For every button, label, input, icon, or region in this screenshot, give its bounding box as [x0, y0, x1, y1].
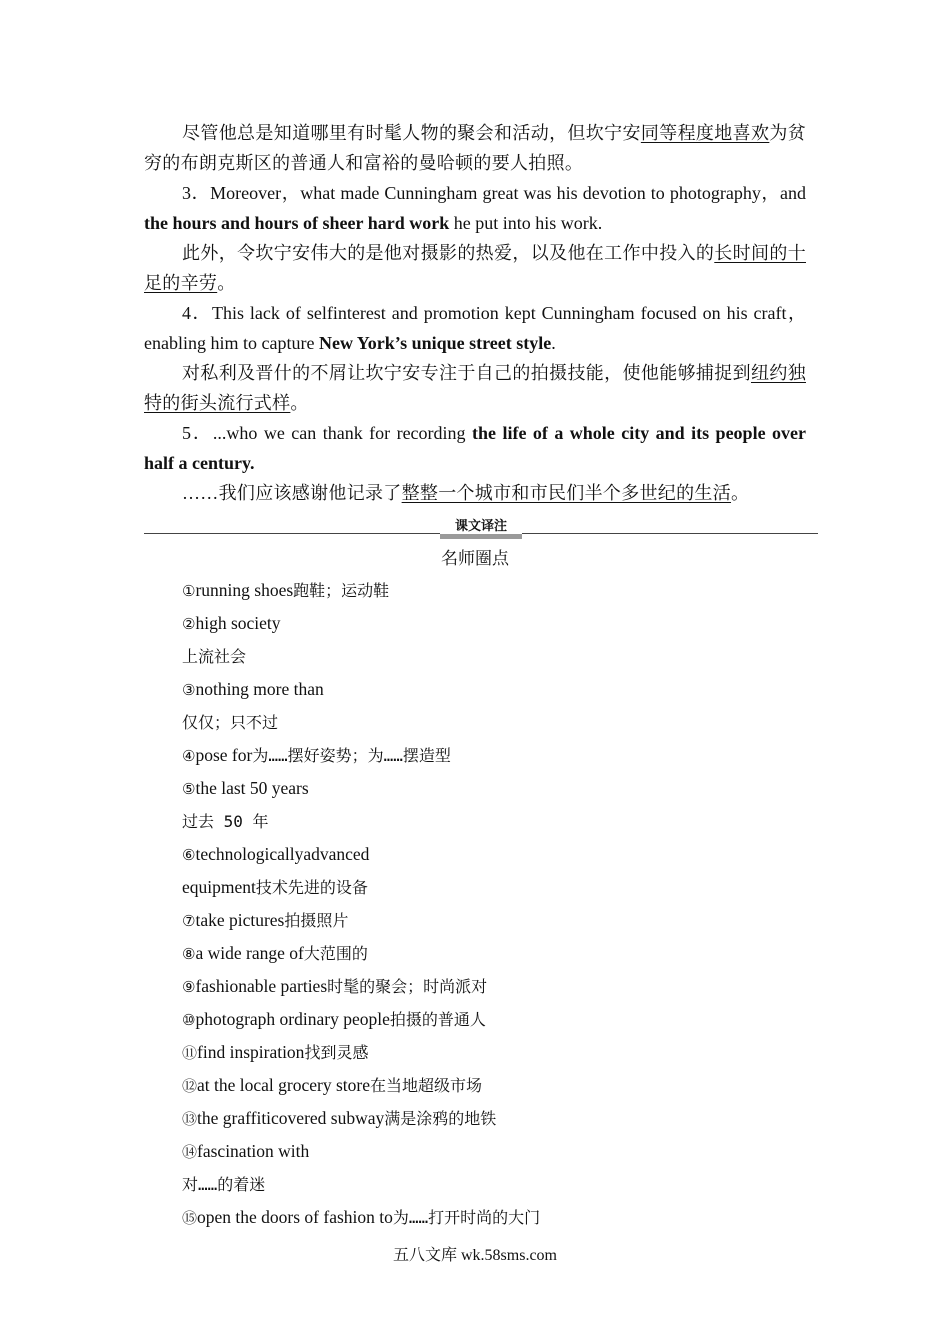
- note-item: [182, 673, 782, 706]
- note-phrase: running shoes: [195, 580, 294, 600]
- note-number: ⑤: [182, 780, 196, 798]
- note-item: [182, 1201, 782, 1234]
- note-item: [182, 706, 782, 739]
- note-translation: 上流社会: [182, 647, 247, 666]
- note-translation: 过去 50 年: [182, 812, 269, 831]
- note-phrase: a wide range of: [195, 943, 304, 963]
- sentence-5-translation: [144, 478, 806, 508]
- text: .: [551, 333, 556, 353]
- note-phrase: take pictures: [195, 910, 285, 930]
- note-item: [182, 970, 782, 1003]
- note-phrase: fashionable parties: [195, 976, 328, 996]
- text: he put into his work.: [449, 213, 603, 233]
- note-number: ①: [182, 582, 196, 600]
- note-item: [182, 1135, 782, 1168]
- note-item: [182, 1036, 782, 1069]
- footer-watermark: 五八文库 wk.58sms.com: [392, 1247, 557, 1264]
- note-translation: 跑鞋；运动鞋: [293, 581, 390, 600]
- underlined-text: 同等程度地喜欢: [640, 123, 770, 143]
- note-item: [182, 772, 782, 805]
- note-number: ⑦: [182, 912, 196, 930]
- note-item: [182, 739, 782, 772]
- note-number: ②: [182, 615, 196, 633]
- note-number: ⑪: [182, 1044, 198, 1062]
- text: 4．This lack of selfinterest and promotion kept Cunningham focused on his craft，enabling him to capture: [144, 303, 806, 353]
- bold-phrase: New York’s unique street style: [318, 333, 552, 353]
- note-translation: 拍摄的普通人: [389, 1010, 486, 1029]
- text: 。: [731, 483, 750, 503]
- text: 3．Moreover，what made Cunningham great was his devotion to photography，and: [182, 183, 806, 203]
- note-translation: 时髦的聚会；时尚派对: [327, 977, 488, 996]
- article-body: [144, 118, 806, 508]
- note-number: ⑥: [182, 846, 196, 864]
- note-item: [182, 871, 782, 904]
- sentence-5-english: [144, 418, 806, 478]
- note-phrase: open the doors of fashion to: [197, 1207, 393, 1227]
- underlined-text: 整整一个城市和市民们半个多世纪的生活: [401, 483, 732, 503]
- vocabulary-notes: [182, 574, 782, 1234]
- note-number: ③: [182, 681, 196, 699]
- text: 为贫穷的布朗克斯区的普通人和富裕的曼哈顿的要人拍照。: [144, 123, 806, 173]
- note-translation: 仅仅；只不过: [182, 713, 279, 732]
- note-phrase: the last 50 years: [195, 778, 309, 798]
- note-phrase: at the local grocery store: [197, 1075, 370, 1095]
- note-item: [182, 838, 782, 871]
- note-phrase: technologicallyadvanced: [195, 844, 370, 864]
- note-number: ⑧: [182, 945, 196, 963]
- note-item: [182, 640, 782, 673]
- note-item: [182, 937, 782, 970]
- note-item: [182, 805, 782, 838]
- sentence-4-english: [144, 298, 806, 358]
- sentence-4-translation: [144, 358, 806, 418]
- note-phrase: pose for: [195, 745, 253, 765]
- note-phrase: the graffiticovered subway: [197, 1108, 385, 1128]
- note-translation: 拍摄照片: [284, 911, 349, 930]
- note-translation: 找到灵感: [304, 1043, 369, 1062]
- text: 。: [217, 273, 236, 293]
- note-phrase: high society: [195, 613, 281, 633]
- note-phrase: fascination with: [197, 1141, 310, 1161]
- text: 此外，令坎宁安伟大的是他对摄影的热爱，以及他在工作中投入的: [182, 243, 715, 263]
- note-translation: 为……打开时尚的大门: [392, 1208, 541, 1227]
- note-translation: 满是涂鸦的地铁: [384, 1109, 497, 1128]
- note-phrase: photograph ordinary people: [195, 1009, 390, 1029]
- underlined-text: 纽约独特的街头流行式样: [144, 363, 806, 413]
- note-item: [182, 1003, 782, 1036]
- paragraph-2-translation: [144, 118, 806, 178]
- sentence-3-translation: [144, 238, 806, 298]
- note-phrase: nothing more than: [195, 679, 324, 699]
- underlined-text: 长时间的十足的辛劳: [144, 243, 806, 293]
- bold-phrase: the life of a whole city and its people over half a century.: [144, 423, 806, 473]
- note-translation: 对……的着迷: [182, 1175, 266, 1194]
- note-number: ⑬: [182, 1110, 198, 1128]
- text: 对私利及晋什的不屑让坎宁安专注于自己的拍摄技能，使他能够捕捉到: [182, 363, 751, 383]
- note-translation: 大范围的: [303, 944, 368, 963]
- note-translation: 为……摆好姿势；为……摆造型: [252, 746, 451, 765]
- note-number: ⑫: [182, 1077, 198, 1095]
- section-tag: 课文译注: [440, 518, 522, 536]
- note-item: [182, 1102, 782, 1135]
- section-subtitle: 名师圈点: [441, 549, 509, 569]
- note-number: ⑭: [182, 1143, 198, 1161]
- text: 尽管他总是知道哪里有时髦人物的聚会和活动，但坎宁安: [182, 123, 641, 143]
- note-item: [182, 904, 782, 937]
- note-item: [182, 1069, 782, 1102]
- note-item: [182, 574, 782, 607]
- note-translation: 在当地超级市场: [370, 1076, 483, 1095]
- note-number: ⑨: [182, 978, 196, 996]
- note-translation: 技术先进的设备: [255, 878, 368, 897]
- note-number: ⑩: [182, 1011, 196, 1029]
- note-phrase: equipment: [182, 877, 256, 897]
- note-item: [182, 607, 782, 640]
- text: 。: [290, 393, 309, 413]
- bold-phrase: the hours and hours of sheer hard work: [144, 213, 450, 233]
- note-item: [182, 1168, 782, 1201]
- note-number: ⑮: [182, 1209, 198, 1227]
- note-phrase: find inspiration: [197, 1042, 305, 1062]
- text: 5．...who we can thank for recording: [182, 423, 472, 443]
- note-number: ④: [182, 747, 196, 765]
- text: ……我们应该感谢他记录了: [182, 483, 402, 503]
- sentence-3-english: [144, 178, 806, 238]
